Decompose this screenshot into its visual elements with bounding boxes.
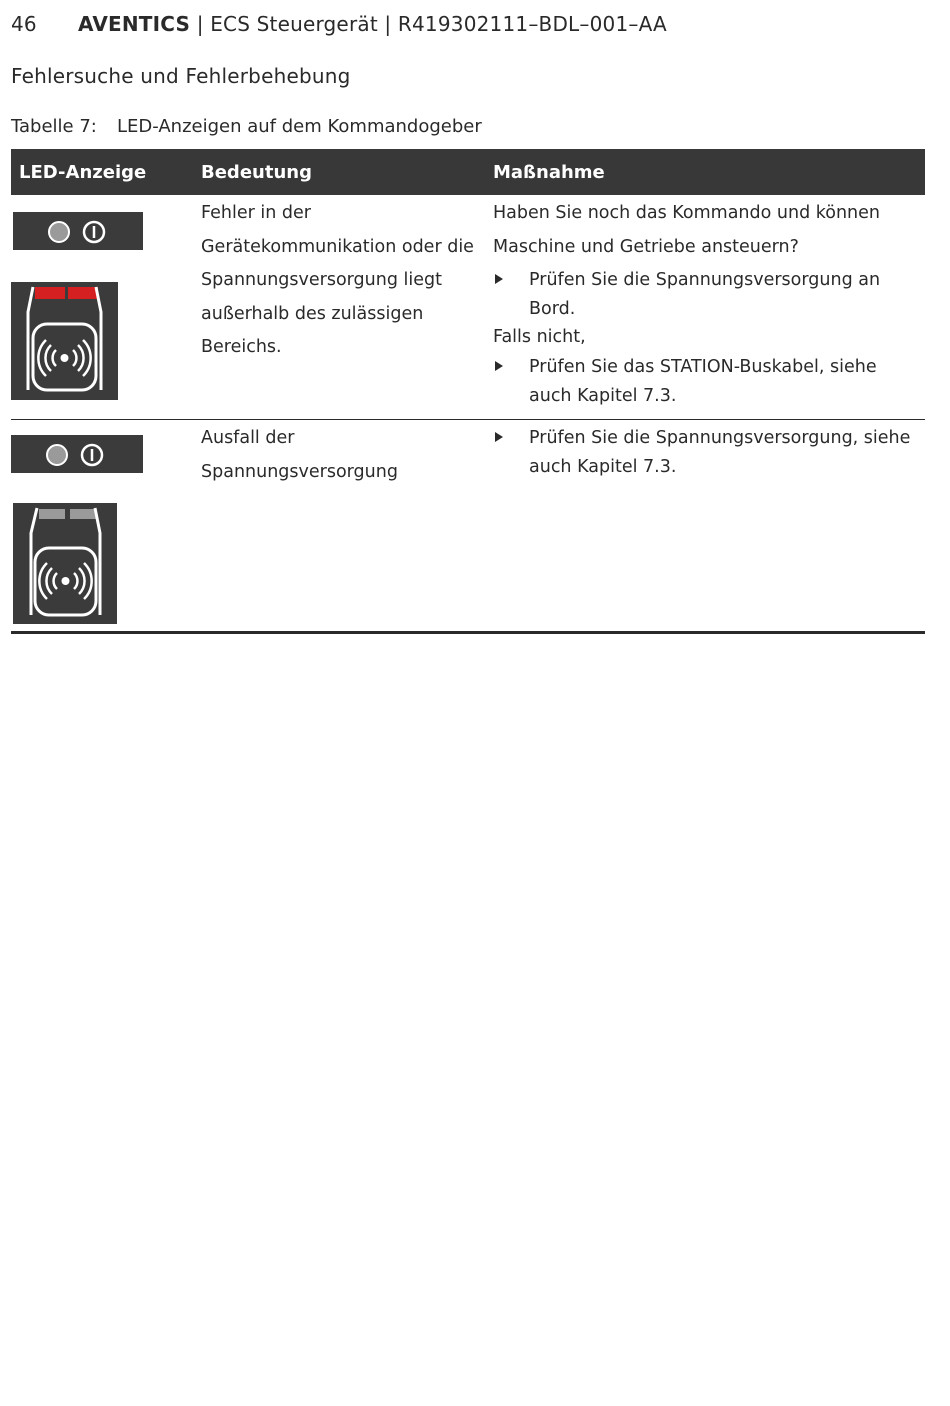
page-number: 46 bbox=[11, 12, 37, 36]
led-cell bbox=[11, 420, 193, 633]
table-row bbox=[11, 195, 925, 420]
massnahme-cell bbox=[485, 420, 925, 633]
led-lamp-icon bbox=[49, 222, 69, 242]
massnahme-cell bbox=[485, 195, 925, 420]
action-bullet bbox=[493, 424, 917, 481]
triangle-bullet-icon bbox=[495, 274, 503, 284]
off-led-icon bbox=[39, 509, 65, 519]
wireless-device-icon bbox=[13, 503, 117, 624]
led-lamp-icon bbox=[47, 445, 67, 465]
table-row bbox=[11, 420, 925, 633]
table-caption bbox=[11, 116, 482, 137]
led-table bbox=[11, 149, 925, 634]
falls-nicht-text: Falls nicht, bbox=[493, 327, 586, 347]
table-header-row bbox=[11, 149, 925, 195]
wireless-device-icon bbox=[11, 282, 118, 400]
red-led-icon bbox=[35, 287, 65, 299]
triangle-bullet-icon bbox=[495, 361, 503, 371]
column-header-led: LED-Anzeige bbox=[11, 149, 193, 195]
led-status-icons bbox=[13, 212, 143, 250]
page-header bbox=[11, 12, 667, 36]
led-indicator-strip bbox=[11, 435, 143, 473]
caption-label: Tabelle 7: bbox=[11, 116, 97, 137]
brand-name: AVENTICS bbox=[78, 12, 191, 36]
command-device-icon bbox=[11, 282, 118, 400]
led-indicator-strip bbox=[13, 212, 143, 250]
led-cell bbox=[11, 195, 193, 420]
led-status-icons bbox=[11, 435, 143, 473]
column-header-massnahme: Maßnahme bbox=[485, 149, 925, 195]
action-bullet bbox=[493, 353, 917, 410]
bedeutung-cell: Fehler in der Gerätekommunikation oder die Spannungsversorgung liegt außerhalb des zulässigen Bereichs. bbox=[193, 195, 485, 420]
command-device-icon bbox=[13, 503, 117, 624]
column-header-bedeutung: Bedeutung bbox=[193, 149, 485, 195]
action-text: Prüfen Sie die Spannungsversorgung, siehe auch Kapitel 7.3. bbox=[529, 428, 911, 477]
triangle-bullet-icon bbox=[495, 432, 503, 442]
document-title: | ECS Steuergerät | R419302111–BDL–001–AA bbox=[190, 12, 667, 36]
action-bullet bbox=[493, 266, 917, 323]
action-text: Prüfen Sie das STATION-Buskabel, siehe auch Kapitel 7.3. bbox=[529, 357, 877, 406]
action-text: Prüfen Sie die Spannungsversorgung an Bord. bbox=[529, 270, 881, 319]
bedeutung-cell: Ausfall der Spannungsversorgung bbox=[193, 420, 485, 633]
massnahme-intro: Haben Sie noch das Kommando und können Maschine und Getriebe ansteuern? bbox=[493, 203, 881, 257]
section-title: Fehlersuche und Fehlerbehebung bbox=[11, 64, 351, 88]
caption-text: LED-Anzeigen auf dem Kommandogeber bbox=[117, 116, 482, 137]
